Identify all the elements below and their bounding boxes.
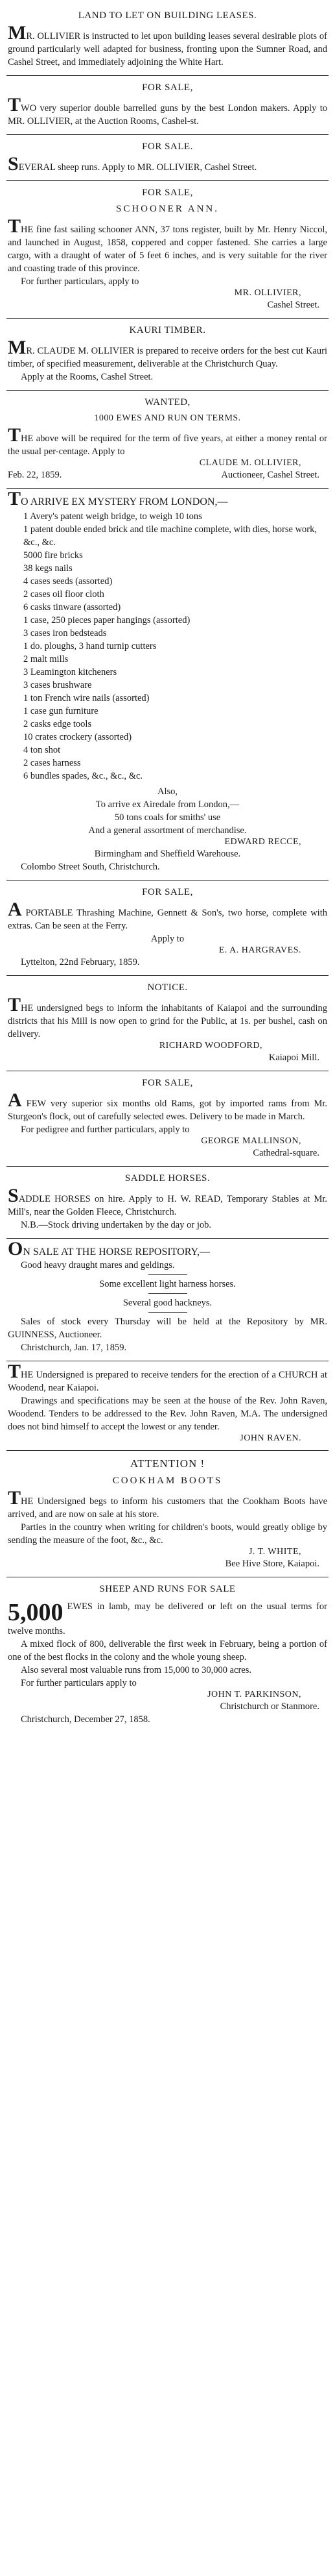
list-item: 4 cases seeds (assorted) xyxy=(23,576,113,587)
ad-heading: WANTED, xyxy=(144,397,191,407)
ad-heading: FOR SALE, xyxy=(142,1078,193,1088)
list-item: 2 malt mills xyxy=(23,654,69,664)
ad-address: Colombo Street South, Christchurch. xyxy=(21,862,160,872)
ad-heading: KAURI TIMBER. xyxy=(129,325,206,335)
ad-body: A FEW very superior six months old Rams, got by imported rams from Mr. Sturgeon's flock, out of carefully selected ewes. Delivery to be made in March. xyxy=(8,1089,327,1122)
ad-body: Drawings and specifications may be seen at the house of the Rev. John Raven, Woodend. Tenders to be addressed to the Rev. John Raven, M.A. The undersigned does not bind himself to accept the lowest or any tender. xyxy=(8,1396,327,1432)
ad-body: 5,000 EWES in lamb, may be delivered or left on the usual terms for twelve months. xyxy=(8,1599,327,1636)
big-number: 5,000 xyxy=(8,1599,64,1626)
list-item: 6 bundles spades, &c., &c., &c. xyxy=(23,771,143,781)
ad-schooner-ann xyxy=(6,181,329,319)
list-item: 4 ton shot xyxy=(23,745,61,755)
ad-subheading: 1000 EWES AND RUN ON TERMS. xyxy=(94,413,241,423)
divider xyxy=(148,1293,187,1294)
ad-signature: GEORGE MALLINSON, xyxy=(201,1136,301,1146)
ad-body: MR. CLAUDE M. OLLIVIER is prepared to receive orders for the best cut Kauri timber, of specified measurement, deliverable at the Christchurch Quay. xyxy=(8,337,327,369)
ad-church-tenders xyxy=(6,1361,329,1451)
ad-heading: ATTENTION ! xyxy=(130,1457,205,1470)
ad-signature: J. T. WHITE, xyxy=(248,1547,301,1557)
ad-body: THE undersigned begs to inform the inhabitants of Kaiapoi and the surrounding districts that his Mill is now open to grind for the Public, at 1s. per bushel, cash on delivery. xyxy=(8,994,327,1039)
ad-address: Christchurch or Stanmore. xyxy=(220,1701,319,1712)
ad-sheep-and-runs xyxy=(6,1577,329,1732)
ad-heading: SADDLE HORSES. xyxy=(124,1173,211,1184)
list-item: 2 casks edge tools xyxy=(23,719,92,729)
ad-body: SADDLE HORSES on hire. Apply to H. W. READ, Temporary Stables at Mr. Mill's, near the Golden Fleece, Christchurch. xyxy=(8,1185,327,1217)
list-item: 1 Avery's patent weigh bridge, to weigh 10 tons xyxy=(23,511,202,522)
ad-heading: LAND TO LET ON BUILDING LEASES. xyxy=(78,10,257,21)
list-item: 2 cases harness xyxy=(23,758,81,768)
list-item: 1 patent double ended brick and tile machine complete, with dies, horse work, &c., &c. xyxy=(23,524,317,548)
ad-address: Cashel Street. xyxy=(267,300,319,310)
list-item: 38 kegs nails xyxy=(23,563,73,574)
list-item: 1 ton French wire nails (assorted) xyxy=(23,693,150,703)
ad-subheading: COOKHAM BOOTS xyxy=(112,1476,223,1486)
ad-kauri-timber xyxy=(6,319,329,391)
ad-line: Good heavy draught mares and geldings. xyxy=(21,1260,175,1270)
ad-signature: EDWARD RECCE, xyxy=(224,837,301,847)
ad-saddle-horses xyxy=(6,1167,329,1239)
ad-cookham-boots xyxy=(6,1451,329,1577)
newspaper-column xyxy=(6,0,329,1732)
ad-contact: For pedigree and further particulars, apply to xyxy=(21,1124,190,1135)
ad-apply: Apply to xyxy=(150,934,185,944)
list-item: 3 Leamington kitcheners xyxy=(23,667,117,677)
list-item: 6 casks tinware (assorted) xyxy=(23,602,121,613)
ad-contact: For further particulars apply to xyxy=(21,1678,137,1688)
ad-body: Parties in the country when writing for children's boots, would greatly oblige by sending the measure of the foot, &c., &c. xyxy=(8,1522,327,1546)
ad-body: TWO very superior double barrelled guns by the best London makers. Apply to MR. OLLIVIER, at the Auction Rooms, Cashel-st. xyxy=(8,94,327,127)
cargo-list xyxy=(23,510,327,783)
list-item: 5000 fire bricks xyxy=(23,550,83,561)
list-item: 1 do. ploughs, 3 hand turnip cutters xyxy=(23,641,157,651)
ad-also: Also, xyxy=(157,786,178,797)
ad-contact: For further particulars, apply to xyxy=(21,276,139,287)
divider xyxy=(148,1274,187,1275)
ad-subheading: SCHOONER ANN. xyxy=(115,204,219,214)
ad-body: Sales of stock every Thursday will be held at the Repository by MR. GUINNESS, Auctioneer. xyxy=(8,1317,327,1340)
ad-mystery-cargo xyxy=(6,489,329,881)
ad-signature: RICHARD WOODFORD, xyxy=(159,1041,262,1051)
ad-body: Also several most valuable runs from 15,000 to 30,000 acres. xyxy=(21,1665,251,1675)
ad-signature: JOHN RAVEN. xyxy=(240,1433,301,1443)
ad-heading: FOR SALE. xyxy=(142,141,193,152)
ad-signature: CLAUDE M. OLLIVIER, xyxy=(199,458,301,468)
ad-also-line: And a general assortment of merchandise. xyxy=(88,825,247,836)
list-item: 3 cases iron bedsteads xyxy=(23,628,107,638)
ad-body: A mixed flock of 800, deliverable the first week in February, being a portion of one of the best flocks in the colony and the whole young sheep. xyxy=(8,1639,327,1662)
ad-line: Several good hackneys. xyxy=(122,1298,213,1308)
ad-guns-for-sale xyxy=(6,76,329,135)
ad-body: SEVERAL sheep runs. Apply to MR. OLLIVIER, Cashel Street. xyxy=(8,153,257,175)
ad-address: Birmingham and Sheffield Warehouse. xyxy=(94,849,241,859)
ad-signature: JOHN T. PARKINSON, xyxy=(207,1690,301,1699)
ad-also-line: 50 tons coals for smiths' use xyxy=(114,812,221,823)
ad-heading: SHEEP AND RUNS FOR SALE xyxy=(99,1584,236,1594)
ad-body: THE fine fast sailing schooner ANN, 37 tons register, built by Mr. Henry Niccol, and launched in August, 1858, coppered and copper fastened. She carries a large cargo, with a draught of water of 5 feet 6 inches, and is very suitable for the river and coasting trade of this province. xyxy=(8,215,327,274)
ad-kaiapoi-mill xyxy=(6,976,329,1071)
ad-heading: ON SALE AT THE HORSE REPOSITORY,— xyxy=(8,1238,210,1259)
ad-also-line: To arrive ex Airedale from London,— xyxy=(95,799,240,810)
ad-address: Cathedral-square. xyxy=(253,1148,319,1158)
ad-line: Some excellent light harness horses. xyxy=(99,1279,236,1289)
ad-land-to-let xyxy=(6,4,329,76)
list-item: 2 cases oil floor cloth xyxy=(23,589,104,600)
list-item: 10 crates crockery (assorted) xyxy=(23,732,132,742)
ad-body: A PORTABLE Thrashing Machine, Gennett & Son's, two horse, complete with extras. Can be seen at the Ferry. xyxy=(8,899,327,931)
ad-body: THE above will be required for the term of five years, at either a money rental or the usual per-centage. Apply to xyxy=(8,424,327,457)
ad-heading: FOR SALE, xyxy=(142,887,193,897)
ad-address: Kaiapoi Mill. xyxy=(268,1052,319,1063)
ad-heading: FOR SALE, xyxy=(142,188,193,198)
ad-apply: Apply at the Rooms, Cashel Street. xyxy=(21,372,154,382)
list-item: 1 case gun furniture xyxy=(23,706,98,716)
divider xyxy=(148,1312,187,1313)
ad-horse-repository xyxy=(6,1239,329,1361)
ad-heading: FOR SALE, xyxy=(142,82,193,93)
ad-address: Bee Hive Store, Kaiapoi. xyxy=(225,1559,319,1569)
ad-body: MR. OLLIVIER is instructed to let upon building leases several desirable plots of ground particularly well adapted for business, fronting upon the Sumner Road, and Cashel Street, and immediately adjoining the White Hart. xyxy=(8,22,327,67)
ad-date: Lyttelton, 22nd February, 1859. xyxy=(21,957,140,967)
ad-note: N.B.—Stock driving undertaken by the day or job. xyxy=(21,1220,211,1230)
ad-body: THE Undersigned begs to inform his customers that the Cookham Boots have arrived, and are now on sale at his store. xyxy=(8,1487,327,1520)
ad-body: THE Undersigned is prepared to receive tenders for the erection of a CHURCH at Woodend, near Kaiapoi. xyxy=(8,1361,327,1393)
ad-heading: TO ARRIVE EX MYSTERY FROM LONDON,— xyxy=(8,488,228,509)
ad-wanted-ewes xyxy=(6,391,329,489)
list-item: 3 cases brushware xyxy=(23,680,92,690)
list-item: 1 case, 250 pieces paper hangings (assorted) xyxy=(23,615,191,626)
ad-signature: E. A. HARGRAVES. xyxy=(218,945,301,955)
ad-date: Christchurch, Jan. 17, 1859. xyxy=(21,1343,127,1353)
ad-signature: MR. OLLIVIER, xyxy=(234,288,301,298)
ad-sheep-runs xyxy=(6,135,329,181)
ad-date: Feb. 22, 1859. Auctioneer, Cashel Street. xyxy=(8,470,319,480)
ad-thrashing-machine xyxy=(6,881,329,976)
ad-date: Christchurch, December 27, 1858. xyxy=(21,1714,150,1725)
ad-heading: NOTICE. xyxy=(147,982,188,993)
ad-rams-for-sale xyxy=(6,1071,329,1167)
